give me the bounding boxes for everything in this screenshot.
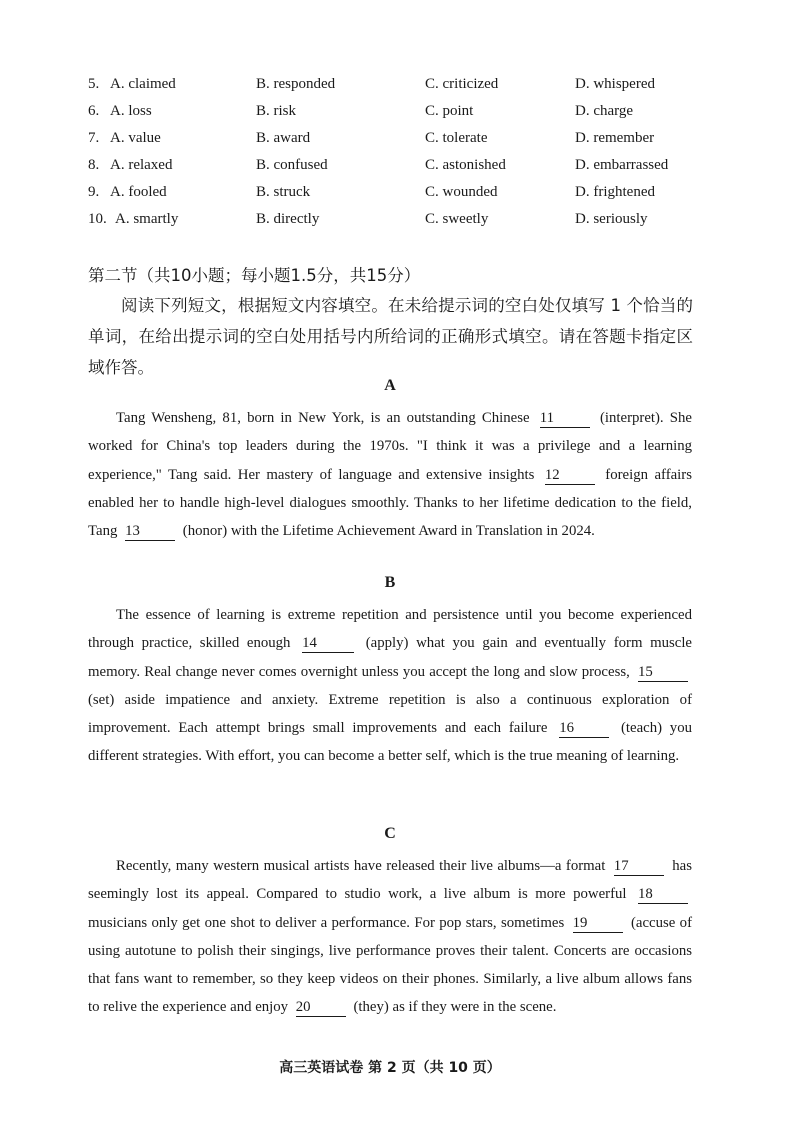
question-number: 10. [88, 211, 107, 227]
passage-a-heading: A [384, 377, 396, 394]
blank-15[interactable]: 15 [638, 663, 688, 682]
blank-20[interactable]: 20 [296, 998, 346, 1017]
question-number: 5. [88, 76, 100, 92]
option-row [0, 184, 800, 210]
option-c: C. wounded [425, 184, 498, 200]
blank-18[interactable]: 18 [638, 885, 688, 904]
option-a: A. relaxed [110, 157, 173, 173]
option-a: A. claimed [110, 76, 176, 92]
option-b: B. risk [256, 103, 297, 119]
blank-16[interactable]: 16 [559, 719, 609, 738]
option-d: D. whispered [575, 76, 655, 92]
section-instructions: 阅读下列短文，根据短文内容填空。在未给提示词的空白处仅填写 1 个恰当的单词，在给出提示词的空白处用括号内所给词的正确形式填空。请在答题卡指定区域作答。 [88, 296, 693, 377]
option-d: D. remember [575, 130, 655, 146]
option-b: B. directly [256, 211, 320, 227]
option-a: A. value [110, 130, 161, 146]
option-c: C. point [425, 103, 474, 119]
passage-c-text: musicians only get one shot to deliver a performance. For pop stars, sometimes [88, 914, 565, 931]
option-row [0, 157, 800, 183]
passage-c-text: has seemingly lost its appeal. Compared to studio work, a live album is more powerful [88, 858, 692, 903]
passage-b-text: (teach) you different strategies. With effort, you can become a better self, which is the true meaning of learning. [88, 720, 692, 765]
passage-c-text: (they) as if they were in the scene. [353, 999, 557, 1016]
option-row [0, 76, 800, 102]
passage-a-text: (honor) with the Lifetime Achievement Award in Translation in 2024. [182, 523, 595, 540]
passage-b-heading: B [384, 574, 396, 591]
option-a: A. fooled [110, 184, 167, 200]
option-d: D. seriously [575, 211, 648, 227]
question-number: 8. [88, 157, 100, 173]
passage-a-text: Tang Wensheng, 81, born in New York, is an outstanding Chinese [116, 410, 530, 426]
page-footer: 高三英语试卷 第 2 页（共 10 页） [279, 1060, 501, 1076]
question-number: 6. [88, 103, 100, 119]
option-b: B. struck [256, 184, 311, 200]
option-d: D. frightened [575, 184, 655, 200]
passage-c-text: (accuse of using autotune to polish their singings, live performance proves their talent. Concerts are occasions that fans want to remember, so they keep videos on their phones. Similarly, a live album allows fans to relive the experience and enjoy [88, 914, 693, 1016]
blank-13[interactable]: 13 [125, 522, 175, 541]
option-c: C. sweetly [425, 211, 489, 227]
section-title: 第二节（共10小题；每小题1.5分，共15分） [88, 266, 421, 285]
passage-c [88, 852, 692, 1022]
passage-b-text: (set) aside impatience and anxiety. Extreme repetition is also a continuous exploration of improvement. Each attempt brings small improvements and each failure [88, 691, 692, 737]
option-c: C. criticized [425, 76, 499, 92]
question-number: 9. [88, 184, 100, 200]
option-c: C. tolerate [425, 130, 488, 146]
passage-b-text: (apply) what you gain and eventually form muscle memory. Real change never comes overnight unless you accept the long and slow process, [88, 635, 693, 680]
passage-a [88, 404, 692, 545]
option-d: D. charge [575, 103, 634, 119]
blank-12[interactable]: 12 [545, 466, 595, 485]
option-row [0, 130, 800, 156]
option-d: D. embarrassed [575, 157, 669, 173]
passage-b [88, 601, 692, 771]
option-row [0, 103, 800, 129]
option-row [0, 211, 800, 237]
blank-19[interactable]: 19 [573, 914, 623, 933]
passage-a-text: foreign affairs enabled her to handle high-level dialogues smoothly. Thanks to her lifetime dedication to the field, Tang [88, 466, 692, 540]
passage-c-heading: C [384, 825, 396, 842]
blank-11[interactable]: 11 [540, 409, 590, 428]
passage-a-text: (interpret). She worked for China's top leaders during the 1970s. "I think it was a privilege and a learning experience," Tang said. Her mastery of language and extensive insights [88, 410, 693, 483]
option-b: B. confused [256, 157, 328, 173]
passage-c-text: Recently, many western musical artists have released their live albums—a format [116, 858, 606, 874]
blank-14[interactable]: 14 [302, 634, 354, 653]
blank-17[interactable]: 17 [614, 857, 664, 876]
passage-b-text: The essence of learning is extreme repetition and persistence until you become experienced through practice, skilled enough [88, 607, 692, 652]
option-c: C. astonished [425, 157, 506, 173]
option-a: A. smartly [115, 211, 179, 227]
option-a: A. loss [110, 103, 152, 119]
option-b: B. award [256, 130, 311, 146]
question-number: 7. [88, 130, 100, 146]
option-b: B. responded [256, 76, 336, 92]
